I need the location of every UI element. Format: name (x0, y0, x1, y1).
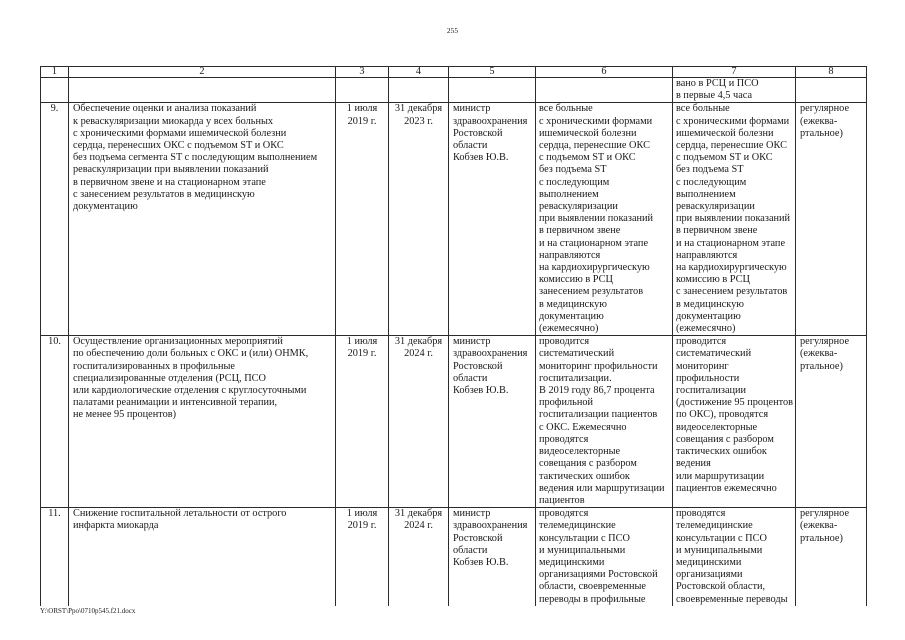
regularity-cell: регулярное (ежеква- ртальное) (796, 103, 867, 336)
empty-cell (449, 78, 536, 103)
column-number-header-row (41, 67, 867, 78)
regularity-cell: регулярное (ежеква- ртальное) (796, 336, 867, 508)
empty-cell (336, 78, 389, 103)
empty-cell (41, 78, 69, 103)
empty-cell (69, 78, 336, 103)
column-number-header: 1 (41, 67, 69, 78)
row-number-cell: 10. (41, 336, 69, 508)
empty-cell (536, 78, 673, 103)
start-date-cell: 1 июля 2019 г. (336, 336, 389, 508)
activity-name-cell: Обеспечение оценки и анализа показаний к реваскуляризации миокарда у всех больных с хроническими формами ишемической болезни сердца, перенесших ОКС с подъемом ST и ОКС без подъема сегмента ST с последующим выполнением реваскуляризации при выявлении показаний в первичном звене и на стационарном этапе с занесением результатов в медицинскую документацию (69, 103, 336, 336)
end-date-cell: 31 декабря 2023 г. (389, 103, 449, 336)
column-number-header: 2 (69, 67, 336, 78)
column-number-header: 3 (336, 67, 389, 78)
responsible-executor-cell: министр здравоохранения Ростовской области Кобзев Ю.В. (449, 336, 536, 508)
carryover-text-cell: вано в РСЦ и ПСО в первые 4,5 часа (673, 78, 796, 103)
column-number-header: 5 (449, 67, 536, 78)
result-characteristic-cell: проводится систематический мониторинг профильности госпитализации. В 2019 году 86,7 процента профильной госпитализации пациентов с ОКС. Ежемесячно проводятся видеоселекторные совещания с разбором тактических ошибок ведения или маршрутизации пациентов (536, 336, 673, 508)
start-date-cell: 1 июля 2019 г. (336, 508, 389, 606)
row-number-cell: 9. (41, 103, 69, 336)
activity-name-cell: Снижение госпитальной летальности от острого инфаркта миокарда (69, 508, 336, 606)
start-date-cell: 1 июля 2019 г. (336, 103, 389, 336)
end-date-cell: 31 декабря 2024 г. (389, 336, 449, 508)
result-characteristic-cell: все больные с хроническими формами ишемической болезни сердца, перенесшие ОКС с подъемом ST и ОКС без подъема ST с последующим выполнением реваскуляризации при выявлении показаний в первичном звене и на стационарном этапе направляются на кардиохирургическую комиссию в РСЦ занесением результатов в медицинскую документацию (ежемесячно) (536, 103, 673, 336)
column-number-header: 8 (796, 67, 867, 78)
row-number-cell: 11. (41, 508, 69, 606)
column-number-header: 6 (536, 67, 673, 78)
responsible-executor-cell: министр здравоохранения Ростовской области Кобзев Ю.В. (449, 103, 536, 336)
table-row (41, 336, 867, 508)
end-date-cell: 31 декабря 2024 г. (389, 508, 449, 606)
table-row (41, 508, 867, 606)
empty-cell (389, 78, 449, 103)
file-path-footer: Y:\ORST\Ppo\0710p545.f21.docx (40, 607, 136, 615)
document-table (40, 66, 867, 606)
column-number-header: 4 (389, 67, 449, 78)
result-cell: все больные с хроническими формами ишемической болезни сердца, перенесшие ОКС с подъемом ST и ОКС без подъема ST с последующим выполнением реваскуляризации при выявлении показаний в первичном звене и на стационарном этапе направляются на кардиохирургическую комиссию в РСЦ с занесением результатов в медицинскую документацию (ежемесячно) (673, 103, 796, 336)
result-cell: проводится систематический мониторинг профильности госпитализации (достижение 95 процентов по ОКС), проводятся видеоселекторные совещания с разбором тактических ошибок ведения или маршрутизации пациентов ежемесячно (673, 336, 796, 508)
regularity-cell: регулярное (ежеква- ртальное) (796, 508, 867, 606)
activity-name-cell: Осуществление организационных мероприятий по обеспечению доли больных с ОКС и (или) ОНМК, госпитализированных в профильные специализированные отделения (РСЦ, ПСО или кардиологические отделения с круглосуточными палатами реанимации и интенсивной терапии, не менее 95 процентов) (69, 336, 336, 508)
page-number: 255 (446, 26, 459, 35)
result-cell: проводятся телемедицинские консультации с ПСО и муниципальными медицинскими организациями Ростовской области, своевременные переводы (673, 508, 796, 606)
responsible-executor-cell: министр здравоохранения Ростовской области Кобзев Ю.В. (449, 508, 536, 606)
result-characteristic-cell: проводятся телемедицинские консультации с ПСО и муниципальными медицинскими организациями Ростовской области, своевременные переводы в профильные (536, 508, 673, 606)
carryover-row (41, 78, 867, 103)
empty-cell (796, 78, 867, 103)
column-number-header: 7 (673, 67, 796, 78)
table-row (41, 103, 867, 336)
